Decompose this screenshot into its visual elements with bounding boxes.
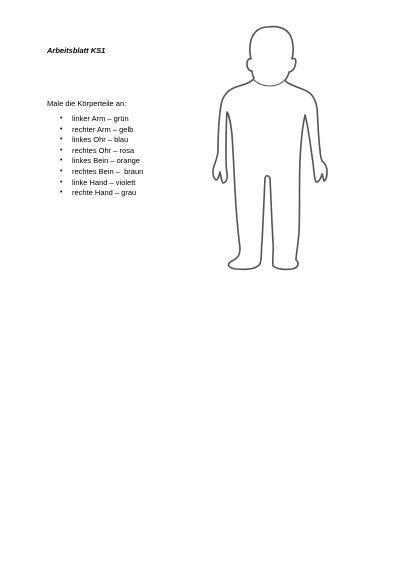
body-outline-path <box>213 27 327 270</box>
list-item <box>60 167 143 178</box>
list-item-label: rechtes Ohr – rosa <box>72 145 135 155</box>
list-item <box>60 146 143 157</box>
list-item-label: linke Hand – violett <box>72 177 136 187</box>
bullet-icon: • <box>60 125 63 133</box>
bullet-icon: • <box>60 115 63 122</box>
bullet-icon: • <box>60 189 63 197</box>
bullet-icon: • <box>60 136 63 144</box>
list-item <box>60 135 143 146</box>
bullet-icon: • <box>60 178 63 186</box>
list-item-label: rechter Arm – gelb <box>72 124 134 134</box>
list-item <box>60 178 143 189</box>
list-item-label: linker Arm – grün <box>72 114 129 123</box>
list-item-label: linkes Bein – orange <box>72 156 140 166</box>
body-outline-figure <box>211 23 330 273</box>
body-parts-list <box>60 114 143 199</box>
list-item <box>60 125 143 136</box>
worksheet-instruction: Male die Körperteile an: <box>47 99 127 108</box>
list-item <box>60 156 143 167</box>
bullet-icon: • <box>60 146 63 154</box>
bullet-icon: • <box>60 167 63 175</box>
list-item-label: rechtes Bein – braun <box>72 166 144 176</box>
worksheet-title: Arbeitsblatt KS1 <box>47 46 106 55</box>
list-item <box>60 114 143 125</box>
list-item <box>60 188 143 199</box>
bullet-icon: • <box>60 157 63 165</box>
list-item-label: rechte Hand – grau <box>72 188 137 198</box>
list-item-label: linkes Ohr – blau <box>72 135 129 145</box>
